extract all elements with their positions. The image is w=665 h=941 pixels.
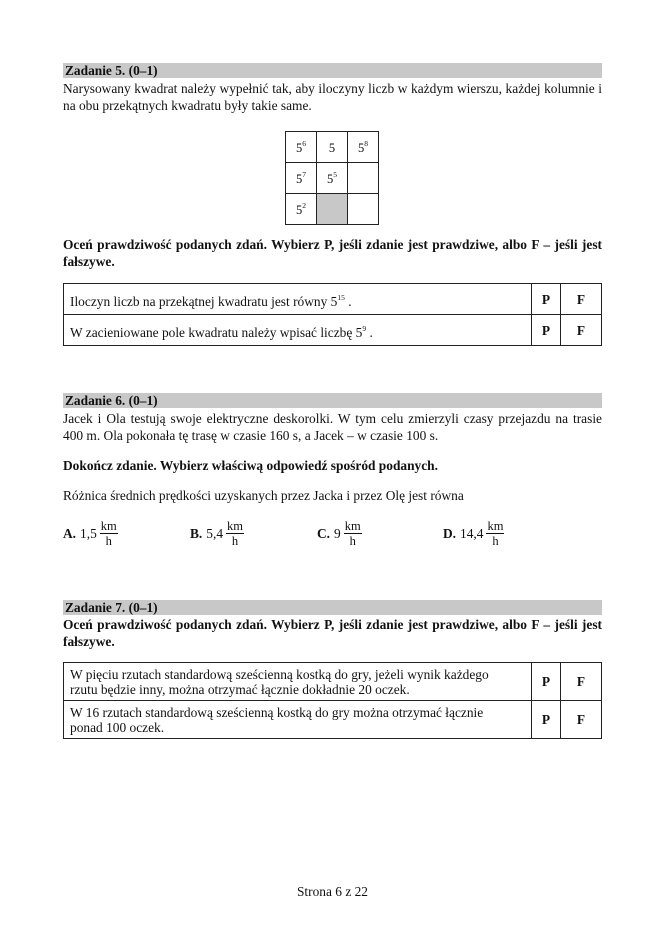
task6-header: Zadanie 6. (0–1) <box>65 393 158 408</box>
task5-intro: Narysowany kwadrat należy wypełnić tak, aby iloczyny liczb w każdym wierszu, każdej kolumnie i na obu przekątnych kwadratu były takie same. <box>63 81 602 113</box>
task5-header-bar <box>63 63 602 78</box>
option-f[interactable]: F <box>561 315 602 346</box>
task5-statements-table <box>63 283 602 346</box>
statement-row <box>64 663 602 701</box>
task6-header-bar <box>63 393 602 408</box>
grid-cell: $5^2$ <box>286 194 317 225</box>
task6-question: Różnica średnich prędkości uzyskanych przez Jacka i przez Olę jest równa <box>63 488 464 503</box>
statement-row <box>64 284 602 315</box>
answer-option-d[interactable]: D. 14,4 $\frac{km}{h}$ <box>443 519 504 548</box>
unit-fraction: $\frac{km}{h}$ <box>227 519 244 548</box>
statement-text: Iloczyn liczb na przekątnej kwadratu jest równy $5^{15}$ . <box>64 284 532 315</box>
statement-text: W pięciu rzutach standardową sześcienną kostką do gry, jeżeli wynik każdego rzutu będzie inny, można otrzymać łącznie dokładnie 20 oczek. <box>64 663 532 701</box>
statement-text: W 16 rzutach standardową sześcienną kostką do gry można otrzymać łącznie ponad 100 oczek. <box>64 701 532 739</box>
grid-cell: $5^5$ <box>317 163 348 194</box>
task7-header: Zadanie 7. (0–1) <box>65 600 158 615</box>
task7-header-bar <box>63 600 602 615</box>
option-p[interactable]: P <box>532 663 561 701</box>
grid-cell-empty <box>348 194 379 225</box>
task6-instruction: Dokończ zdanie. Wybierz właściwą odpowiedź spośród podanych. <box>63 458 438 473</box>
option-p[interactable]: P <box>532 284 561 315</box>
option-f[interactable]: F <box>561 663 602 701</box>
magic-square-grid <box>285 131 379 225</box>
option-p[interactable]: P <box>532 315 561 346</box>
grid-cell: $5^6$ <box>286 132 317 163</box>
grid-cell: $5^8$ <box>348 132 379 163</box>
grid-cell: $5^7$ <box>286 163 317 194</box>
task7-statements-table <box>63 662 602 739</box>
task5-header: Zadanie 5. (0–1) <box>65 63 158 78</box>
statement-row <box>64 701 602 739</box>
grid-cell: 5 <box>317 132 348 163</box>
grid-cell-shaded <box>317 194 348 225</box>
answer-option-c[interactable]: C. 9 $\frac{km}{h}$ <box>317 519 361 548</box>
unit-fraction: $\frac{km}{h}$ <box>100 519 117 548</box>
task7-instruction: Oceń prawdziwość podanych zdań. Wybierz P, jeśli zdanie jest prawdziwe, albo F – jeśli jest fałszywe. <box>63 617 602 649</box>
option-p[interactable]: P <box>532 701 561 739</box>
task6-intro: Jacek i Ola testują swoje elektryczne deskorolki. W tym celu zmierzyli czasy przejazdu na trasie 400 m. Ola pokonała tę trasę w czasie 160 s, a Jacek – w czasie 100 s. <box>63 411 602 443</box>
grid-cell-empty <box>348 163 379 194</box>
statement-row <box>64 315 602 346</box>
unit-fraction: $\frac{km}{h}$ <box>487 519 504 548</box>
unit-fraction: $\frac{km}{h}$ <box>344 519 361 548</box>
task5-instruction: Oceń prawdziwość podanych zdań. Wybierz P, jeśli zdanie jest prawdziwe, albo F – jeśli jest fałszywe. <box>63 237 602 269</box>
statement-text: W zacieniowane pole kwadratu należy wpisać liczbę $5^9$ . <box>64 315 532 346</box>
option-f[interactable]: F <box>561 701 602 739</box>
option-f[interactable]: F <box>561 284 602 315</box>
page-number: Strona 6 z 22 <box>296 884 369 899</box>
answer-option-a[interactable]: A. 1,5 $\frac{km}{h}$ <box>63 519 117 548</box>
answer-option-b[interactable]: B. 5,4 $\frac{km}{h}$ <box>190 519 244 548</box>
